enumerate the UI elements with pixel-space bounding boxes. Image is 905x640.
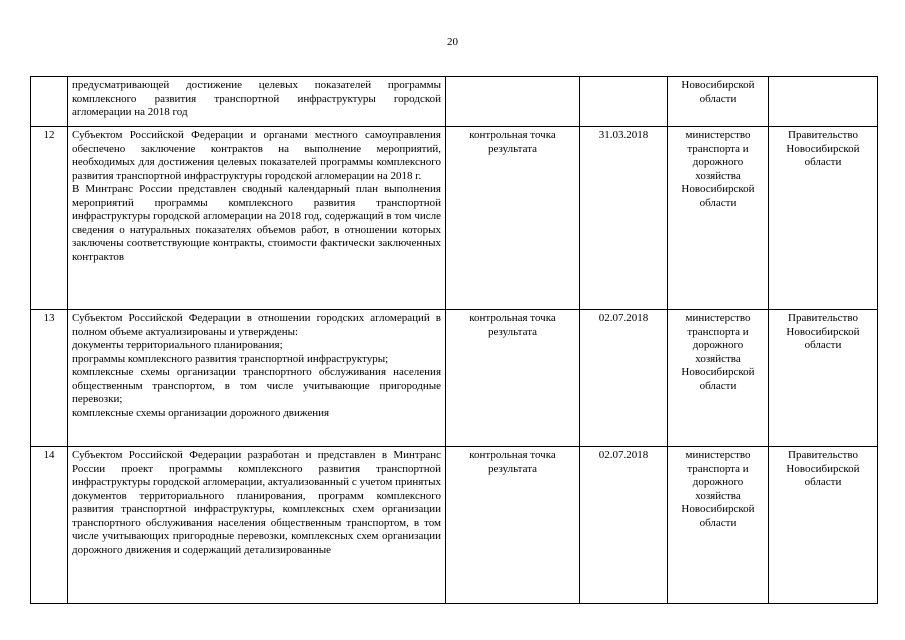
description-paragraph: Субъектом Российской Федерации в отношении городских агломераций в полном объеме актуализированы и утверждены: — [72, 312, 441, 338]
row-number — [31, 77, 68, 127]
table-row — [31, 310, 878, 447]
row-date: 02.07.2018 — [580, 447, 668, 604]
schedule-table — [30, 76, 878, 604]
table-row — [31, 447, 878, 604]
row-responsible: Новосибирской области — [668, 77, 769, 127]
row-responsible: министерство транспорта и дорожного хозяйства Новосибирской области — [668, 310, 769, 447]
row-number: 14 — [31, 447, 68, 604]
row-responsible: министерство транспорта и дорожного хозяйства Новосибирской области — [668, 127, 769, 310]
row-responsible: министерство транспорта и дорожного хозяйства Новосибирской области — [668, 447, 769, 604]
row-type — [446, 77, 580, 127]
row-number: 13 — [31, 310, 68, 447]
row-date — [580, 77, 668, 127]
page-number: 20 — [447, 36, 458, 48]
row-type: контрольная точка результата — [446, 310, 580, 447]
row-type: контрольная точка результата — [446, 127, 580, 310]
description-paragraph: комплексные схемы организации дорожного движения — [72, 406, 330, 419]
table-row — [31, 127, 878, 310]
table-row — [31, 77, 878, 127]
row-coordinator — [769, 77, 878, 127]
row-number: 12 — [31, 127, 68, 310]
row-coordinator: Правительство Новосибирской области — [769, 127, 878, 310]
row-description — [68, 127, 446, 310]
row-description — [68, 310, 446, 447]
description-paragraph: Субъектом Российской Федерации разработан и представлен в Минтранс России проект программы комплексного развития транспортной инфраструктуры городской агломерации, актуализованный с учетом принятых документов территориального планирования, программ комплексного развития транспортной инфраструктуры, комплексных схем организации транспортного обслуживания населения общественным транспортом, в том числе учитывающих пригородные перевозки, комплексных схем организации дорожного движения и содержащий детализированные — [72, 449, 441, 556]
row-description — [68, 447, 446, 604]
description-paragraph: Субъектом Российской Федерации и органами местного самоуправления обеспечено заключение контрактов на выполнение мероприятий, необходимых для достижения целевых показателей программы комплексного развития транспортной инфраструктуры городской агломерации на 2018 г. — [72, 129, 441, 182]
row-description — [68, 77, 446, 127]
row-type: контрольная точка результата — [446, 447, 580, 604]
row-date: 02.07.2018 — [580, 310, 668, 447]
row-date: 31.03.2018 — [580, 127, 668, 310]
description-paragraph: документы территориального планирования; — [72, 339, 283, 351]
row-coordinator: Правительство Новосибирской области — [769, 310, 878, 447]
description-paragraph: предусматривающей достижение целевых показателей программы комплексного развития транспортной инфраструктуры городской агломерации на 2018 год — [72, 79, 441, 118]
description-paragraph: программы комплексного развития транспортной инфраструктуры; — [72, 352, 389, 365]
description-paragraph: В Минтранс России представлен сводный календарный план выполнения мероприятий программы комплексного развития транспортной инфраструктуры городской агломерации на 2018 год, содержащий в том числе сведения о натуральных показателях объемов работ, в отношении которых заключены соответствующие контракты, стоимости фактически заключенных контрактов — [72, 183, 441, 263]
description-paragraph: комплексные схемы организации транспортного обслуживания населения общественным транспортом, в том числе учитывающие пригородные перевозки; — [72, 366, 441, 405]
row-coordinator: Правительство Новосибирской области — [769, 447, 878, 604]
